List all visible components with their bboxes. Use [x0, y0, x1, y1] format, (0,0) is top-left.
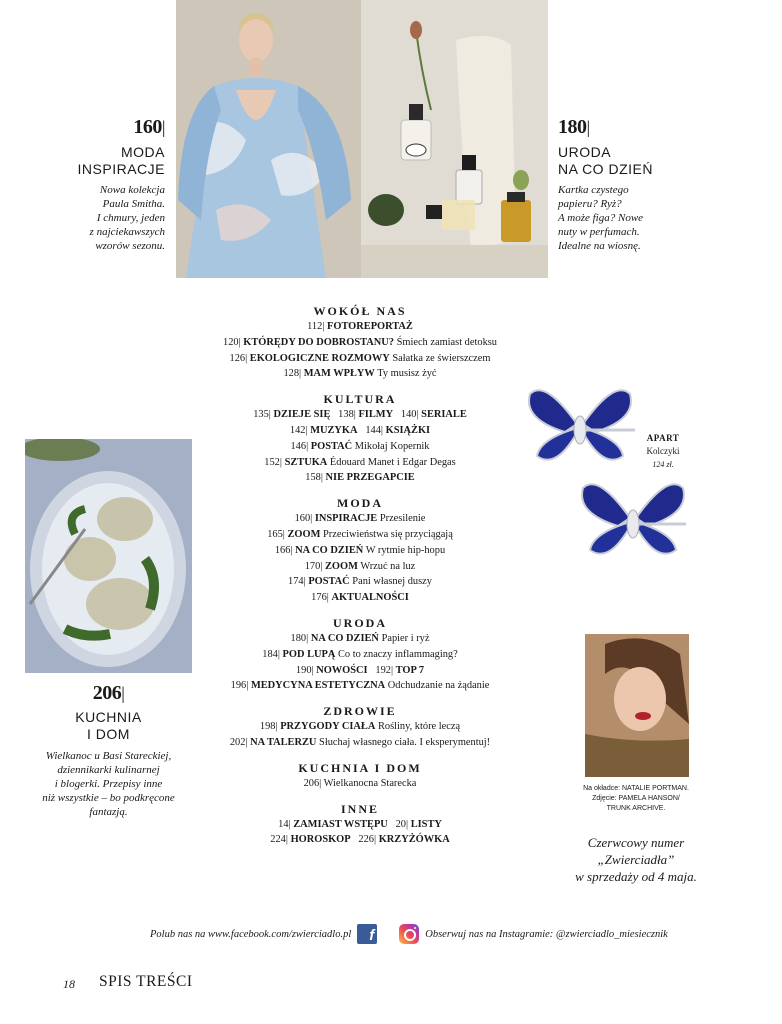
- product-name: Kolczyki: [646, 446, 680, 456]
- feature-description: Nowa kolekcja Paula Smitha. I chmury, jeden z najciekawszych wzorów sezonu.: [89, 184, 165, 252]
- toc-section-title: ZDROWIE: [323, 704, 397, 719]
- toc-entry[interactable]: 128| MAM WPŁYW Ty musisz żyć: [283, 368, 437, 380]
- instagram-link-text[interactable]: Obserwuj nas na Instagramie: @zwierciadlo_miesiecznik: [425, 928, 668, 940]
- next-issue-note: Czerwcowy numer „Zwierciadła” w sprzedaży od 4 maja.: [575, 835, 697, 884]
- toc-entry[interactable]: 165| ZOOM Przeciwieństwa się przyciągają: [267, 528, 453, 540]
- toc-entry[interactable]: 184| POD LUPĄ Co to znaczy inflammaging?: [262, 648, 458, 660]
- toc-entry[interactable]: 174| POSTAĆ Pani własnej duszy: [288, 576, 432, 588]
- toc-entry[interactable]: 190| NOWOŚCI 192| TOP 7: [295, 664, 425, 676]
- toc-entry[interactable]: 142| MUZYKA 144| KSIĄŻKI: [289, 424, 431, 436]
- toc-entry[interactable]: 152| SZTUKA Édouard Manet i Edgar Degas: [264, 456, 456, 468]
- earring-image: [578, 478, 690, 563]
- toc-section-title: URODA: [333, 615, 387, 630]
- toc-entry[interactable]: 146| POSTAĆ Mikołaj Kopernik: [290, 440, 430, 452]
- brand-name: APART: [646, 433, 680, 443]
- toc-section-title: KUCHNIA I DOM: [298, 760, 422, 775]
- product-price: 124 zł.: [652, 460, 674, 469]
- feature-page-number: 180|: [558, 116, 590, 138]
- feature-heading: MODA INSPIRACJE: [77, 144, 165, 177]
- toc-section-title: MODA: [337, 496, 383, 511]
- feature-page-number: 206|: [92, 682, 125, 704]
- toc-section-title: KULTURA: [323, 392, 397, 407]
- toc-entry[interactable]: 198| PRZYGODY CIAŁA Rośliny, które leczą: [259, 721, 461, 733]
- toc-entry[interactable]: 158| NIE PRZEGAPCIE: [305, 472, 415, 484]
- toc-entry[interactable]: 180| NA CO DZIEŃ Papier i ryż: [290, 632, 430, 644]
- toc-entry[interactable]: 170| ZOOM Wrzuć na luz: [304, 560, 416, 572]
- toc-entry[interactable]: 112| FOTOREPORTAŻ: [307, 321, 413, 332]
- toc-entry[interactable]: 224| HOROSKOP 226| KRZYŻÓWKA: [270, 834, 450, 846]
- cover-photo: [585, 634, 689, 777]
- facebook-icon[interactable]: f: [357, 924, 377, 944]
- perfume-photo: [361, 0, 548, 278]
- fashion-photo: [176, 0, 361, 278]
- toc-entry[interactable]: 196| MEDYCYNA ESTETYCZNA Odchudzanie na żądanie: [230, 680, 490, 692]
- toc-entry[interactable]: 202| NA TALERZU Słuchaj własnego ciała. I eksperymentuj!: [229, 736, 491, 748]
- feature-kuchnia: [25, 682, 192, 819]
- table-of-contents: [200, 304, 520, 848]
- instagram-icon[interactable]: [399, 924, 419, 944]
- page-title: SPIS TREŚCI: [99, 973, 193, 990]
- toc-entry[interactable]: 176| AKTUALNOŚCI: [311, 592, 409, 604]
- feature-moda: [55, 116, 165, 253]
- food-photo: [25, 439, 192, 673]
- toc-entry[interactable]: 126| EKOLOGICZNE ROZMOWY Sałatka ze świerszczem: [229, 352, 491, 364]
- feature-heading: KUCHNIA I DOM: [75, 709, 142, 742]
- toc-entry[interactable]: 135| DZIEJE SIĘ 138| FILMY 140| SERIALE: [253, 409, 467, 421]
- cover-credit: Na okładce: NATALIE PORTMAN. Zdjęcie: PAMELA HANSON/ TRUNK ARCHIVE.: [583, 785, 689, 812]
- toc-entry[interactable]: 14| ZAMIAST WSTĘPU 20| LISTY: [278, 818, 442, 830]
- feature-heading: URODA NA CO DZIEŃ: [558, 144, 653, 177]
- toc-entry[interactable]: 120| KTÓRĘDY DO DOBROSTANU? Śmiech zamiast detoksu: [223, 336, 497, 348]
- feature-uroda: [558, 116, 668, 253]
- toc-section-title: INNE: [340, 801, 379, 816]
- facebook-link-text[interactable]: Polub nas na www.facebook.com/zwierciadlo.pl: [150, 928, 352, 940]
- feature-description: Kartka czystego papieru? Ryż? A może figa? Nowe nuty w perfumach. Idealne na wiosnę.: [558, 184, 644, 252]
- page-number: 18: [63, 977, 75, 991]
- toc-entry[interactable]: 206| Wielkanocna Starecka: [303, 777, 417, 789]
- earring-image: [525, 384, 637, 469]
- toc-entry[interactable]: 160| INSPIRACJE Przesilenie: [294, 513, 426, 525]
- toc-entry[interactable]: 166| NA CO DZIEŃ W rytmie hip-hopu: [274, 544, 446, 556]
- product-caption: [628, 432, 698, 471]
- social-links: [150, 922, 668, 946]
- feature-description: Wielkanoc u Basi Stareckiej, dziennikarki kulinarnej i blogerki. Przepisy inne niż wszystkie – bo podkręcone fantazją.: [42, 750, 175, 818]
- feature-page-number: 160|: [133, 116, 165, 138]
- toc-section-title: WOKÓŁ NAS: [313, 304, 407, 318]
